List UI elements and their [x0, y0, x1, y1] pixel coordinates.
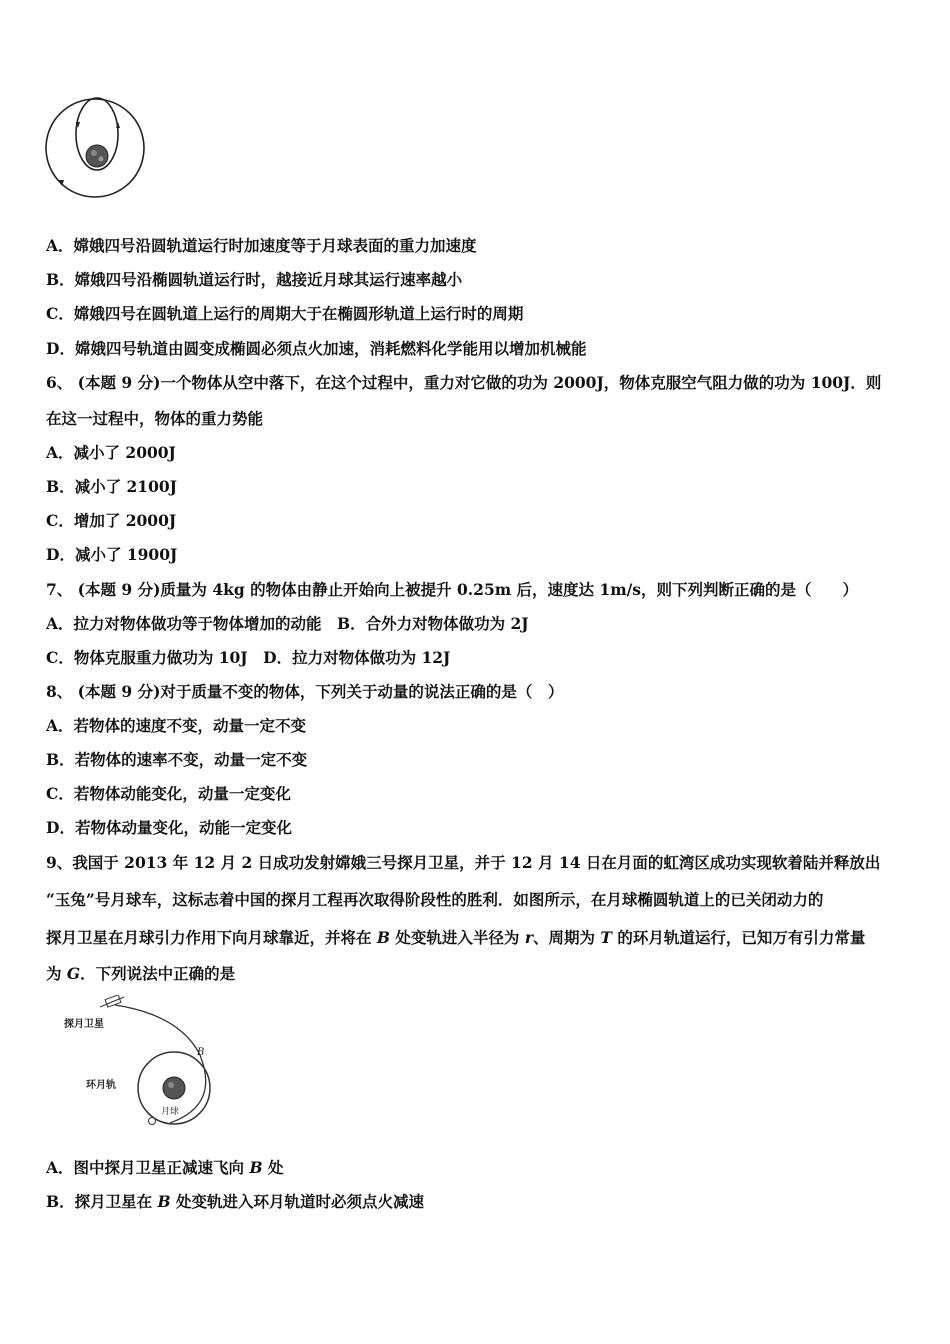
q6-stem-line1: 6、 (本题 9 分)一个物体从空中落下，在这个过程中，重力对它做的功为 2000J，物体克服空气阻力做的功为 100J．则 — [46, 373, 882, 392]
elliptical-trajectory — [115, 1005, 206, 1123]
q8-option-b: B．若物体的速率不变，动量一定不变 — [46, 750, 308, 769]
satellite-label: 探月卫星 — [64, 1019, 104, 1030]
q6-option-b: B．减小了 2100J — [46, 477, 177, 496]
q5-option-c: C．嫦娥四号在圆轨道上运行的周期大于在椭圆形轨道上运行时的周期 — [46, 304, 524, 323]
q6-option-a: A．减小了 2000J — [46, 443, 176, 462]
q5-option-b: B．嫦娥四号沿椭圆轨道运行时，越接近月球其运行速率越小 — [46, 270, 463, 289]
small-satellite-marker — [149, 1118, 156, 1125]
moon — [163, 1077, 185, 1099]
q9-stem-line1: 9、我国于 2013 年 12 月 2 日成功发射嫦娥三号探月卫星，并于 12 月 14 日在月面的虹湾区成功实现软着陆并释放出 — [46, 853, 881, 872]
q7-stem: 7、 (本题 9 分)质量为 4kg 的物体由静止开始向上被提升 0.25m 后，速度达 1m/s，则下列判断正确的是（ ） — [46, 580, 858, 599]
q7-options-cd: C．物体克服重力做功为 10J D．拉力对物体做功为 12J — [46, 648, 451, 667]
q8-option-d: D．若物体动量变化，动能一定变化 — [46, 818, 292, 837]
q5-option-d: D．嫦娥四号轨道由圆变成椭圆必须点火加速，消耗燃料化学能用以增加机械能 — [46, 339, 587, 358]
q9-stem-line4: 为 G．下列说法中正确的是 — [46, 964, 236, 983]
moon-label: 月球 — [161, 1107, 180, 1117]
point-b-label: B — [197, 1047, 205, 1058]
q9-option-b: B．探月卫星在 B 处变轨进入环月轨道时必须点火减速 — [46, 1192, 425, 1211]
q8-stem: 8、 (本题 9 分)对于质量不变的物体，下列关于动量的说法正确的是（ ） — [46, 682, 564, 701]
q5-option-a: A．嫦娥四号沿圆轨道运行时加速度等于月球表面的重力加速度 — [46, 236, 477, 255]
q8-option-a: A．若物体的速度不变，动量一定不变 — [46, 716, 307, 735]
q6-option-d: D．减小了 1900J — [46, 545, 178, 564]
q9-stem-line3: 探月卫星在月球引力作用下向月球靠近，并将在 B 处变轨进入半径为 r、周期为 T 的环月轨道运行，已知万有引力常量 — [46, 928, 866, 947]
moon — [86, 145, 108, 167]
orbit-figure-2 — [60, 995, 220, 1130]
q7-options-ab: A．拉力对物体做功等于物体增加的动能 B．合外力对物体做功为 2J — [46, 614, 529, 633]
q6-option-c: C．增加了 2000J — [46, 511, 177, 530]
orbit-label: 环月轨 — [86, 1080, 116, 1091]
q6-stem-line2: 在这一过程中，物体的重力势能 — [46, 409, 264, 428]
q9-option-a: A．图中探月卫星正减速飞向 B 处 — [46, 1158, 284, 1177]
q9-stem-line2: “玉兔”号月球车，这标志着中国的探月工程再次取得阶段性的胜利．如图所示，在月球椭圆轨道上的已关闭动力的 — [46, 890, 824, 909]
q8-option-c: C．若物体动能变化，动量一定变化 — [46, 784, 291, 803]
orbit-figure-1 — [40, 92, 152, 204]
